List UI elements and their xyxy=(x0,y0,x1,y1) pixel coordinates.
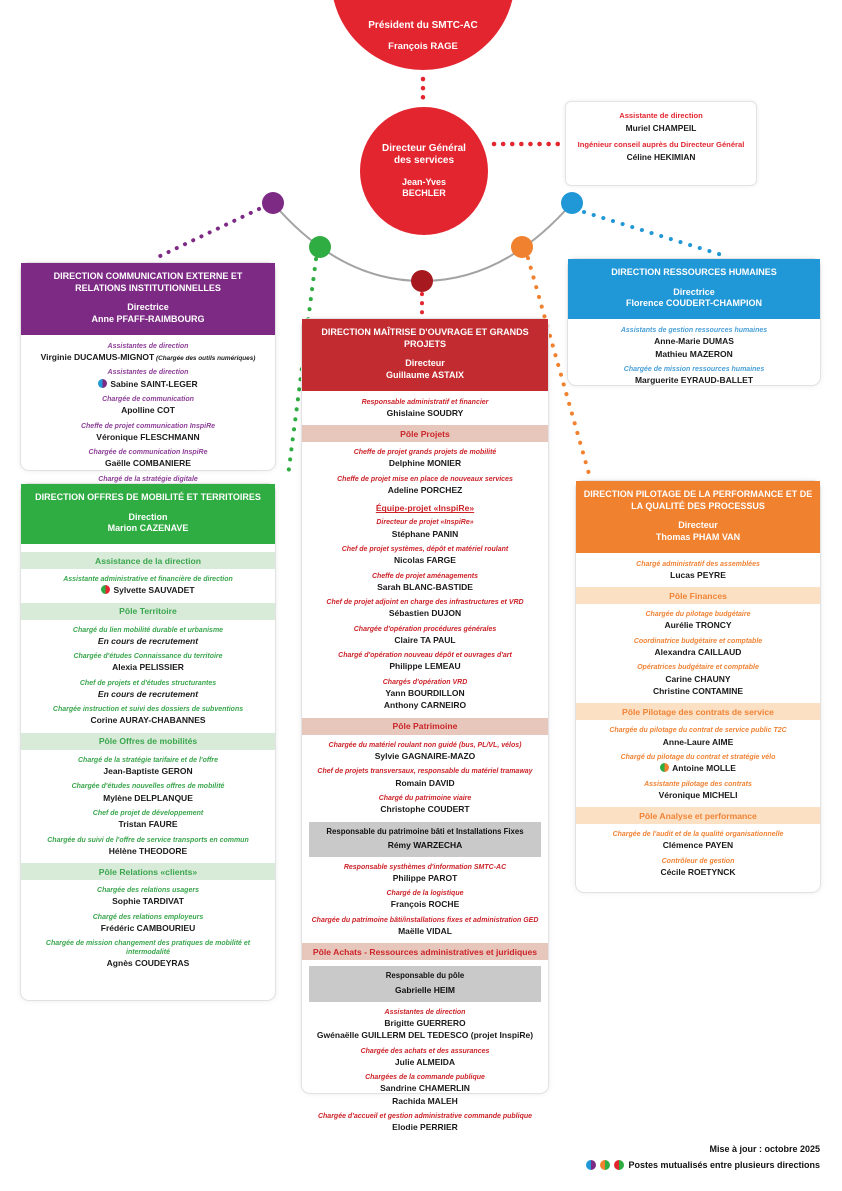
person-name: En cours de recrutement xyxy=(97,688,199,699)
role-label: Chargé du lien mobilité durable et urbanisme xyxy=(72,626,224,634)
role-label: Chargées de la commande publique xyxy=(365,1074,485,1082)
arc-dot-ouvrage xyxy=(411,270,433,292)
role-label: Cheffe de projet aménagements xyxy=(371,572,479,580)
staff-entry xyxy=(26,626,270,648)
staff-entry xyxy=(26,836,270,858)
direction-box-ouvrage xyxy=(301,318,549,1133)
role-label: Assistants de gestion ressources humaines xyxy=(620,327,768,335)
staff-entry xyxy=(307,889,543,911)
staff-entry xyxy=(307,448,543,470)
person-name: Philippe PAROT xyxy=(392,872,458,883)
person-name: Gwénaëlle GUILLERM DEL TEDESCO (projet InspiRe) xyxy=(316,1030,534,1041)
person-name: Tristan FAURE xyxy=(118,819,178,830)
pole-band: Pôle Analyse et performance xyxy=(576,807,820,824)
person-name: Véronique FLESCHMANN xyxy=(96,431,200,442)
role-label: Assistante de direction xyxy=(619,111,703,120)
role-label: Assistantes de direction xyxy=(107,342,189,350)
role-label: Assistante administrative et financière de direction xyxy=(63,576,233,584)
person-name: Rémy WARZECHA xyxy=(387,839,463,850)
direction-body xyxy=(21,544,275,979)
responsable-block xyxy=(309,822,541,857)
person-name: Delphine MONIER xyxy=(388,458,462,469)
role-label: Chargée d'accueil et gestion administrative commande publique xyxy=(317,1113,533,1121)
person-name: Sylvette SAUVADET xyxy=(26,585,270,596)
pole-band: Pôle Relations «clients» xyxy=(21,863,275,880)
person-name: Anne-Laure AIME xyxy=(662,736,734,747)
director-name: Thomas PHAM VAN xyxy=(655,532,741,543)
shared-post-dot xyxy=(586,1160,596,1170)
role-label: Chargée du patrimoine bâti/installations fixes et administration GED xyxy=(311,916,539,924)
role-label: Chargée des relations usagers xyxy=(97,887,199,895)
role-label: Responsable administratif et financier xyxy=(361,398,489,406)
direction-box-rh xyxy=(567,258,821,386)
person-name: Alexia PELISSIER xyxy=(112,662,184,673)
person-name: Julie ALMEIDA xyxy=(394,1056,456,1067)
shared-post-dot xyxy=(98,379,107,388)
role-label: Chargée d'opération procédures générales xyxy=(353,625,497,633)
director-role-label: Directrice xyxy=(673,286,715,297)
dg-side-box xyxy=(565,101,757,186)
staff-entry xyxy=(581,780,815,802)
person-name: En cours de recrutement xyxy=(97,635,199,646)
staff-entry xyxy=(581,610,815,632)
staff-entry xyxy=(26,939,270,970)
staff-entry xyxy=(26,886,270,908)
role-label: Cheffe de projet communication InspiRe xyxy=(80,422,216,430)
person-name: Sarah BLANC-BASTIDE xyxy=(377,581,473,592)
staff-entry xyxy=(307,545,543,567)
person-name: Jean-Baptiste GERON xyxy=(103,765,193,776)
pole-band: Pôle Projets xyxy=(302,425,548,442)
staff-entry xyxy=(307,678,543,712)
person-name: Nicolas FARGE xyxy=(394,555,456,566)
arc-dot-pilotage xyxy=(511,236,533,258)
arc-dot-communication xyxy=(262,192,284,214)
role-label: Chargée du pilotage du contrat de service public T2C xyxy=(609,727,787,735)
staff-entry xyxy=(307,863,543,885)
dg-name: Jean-Yves BECHLER xyxy=(401,176,447,198)
arc-dot-mobilite xyxy=(309,236,331,258)
person-name: Gaëlle COMBANIERE xyxy=(105,458,191,469)
staff-entry xyxy=(307,916,543,938)
person-name: Sandrine CHAMERLIN xyxy=(380,1083,470,1094)
role-label: Chargée du suivi de l'offre de service transports en commun xyxy=(47,836,249,844)
direction-body xyxy=(21,335,275,506)
staff-entry xyxy=(26,782,270,804)
person-name: Clémence PAYEN xyxy=(662,840,734,851)
person-name: Brigitte GUERRERO xyxy=(384,1017,466,1028)
role-label: Chef de projets et d'études structurantes xyxy=(79,679,217,687)
direction-body xyxy=(302,391,548,1143)
direction-header xyxy=(576,481,820,553)
dotted-link-communication xyxy=(158,209,259,257)
shared-post-dot xyxy=(614,1160,624,1170)
person-name: Antoine MOLLE xyxy=(581,763,815,774)
person-name: Elodie PERRIER xyxy=(392,1122,458,1133)
update-note: Mise à jour : octobre 2025 xyxy=(709,1144,820,1154)
role-label: Chargée instruction et suivi des dossiers de subventions xyxy=(52,706,244,714)
staff-entry xyxy=(581,637,815,659)
person-name: Claire TA PAUL xyxy=(394,634,456,645)
staff-entry xyxy=(26,342,270,364)
person-name: Frédéric CAMBOURIEU xyxy=(100,922,196,933)
staff-entry xyxy=(26,913,270,935)
staff-entry xyxy=(26,422,270,444)
role-label: Chargée de communication InspiRe xyxy=(88,449,208,457)
staff-entry xyxy=(26,395,270,417)
role-label: Chargée du pilotage budgétaire xyxy=(645,611,751,619)
person-name: Carine CHAUNY xyxy=(665,673,731,684)
person-name: Philippe LEMEAU xyxy=(389,661,461,672)
director-role-label: Direction xyxy=(128,511,168,522)
director-name: Anne PFAFF-RAIMBOURG xyxy=(91,314,205,325)
staff-entry xyxy=(581,726,815,748)
staff-entry xyxy=(26,756,270,778)
shared-posts-legend xyxy=(586,1160,820,1170)
role-label: Cheffe de projet grands projets de mobilité xyxy=(353,449,497,457)
president-title: Président du SMTC-AC xyxy=(368,19,478,31)
direction-header xyxy=(21,484,275,544)
pole-band: Pôle Achats - Ressources administratives et juridiques xyxy=(302,943,548,960)
direction-box-pilotage xyxy=(575,480,821,893)
role-label: Chef de projet systèmes, dépôt et matériel roulant xyxy=(341,546,509,553)
role-label: Responsable systhèmes d'information SMTC-AC xyxy=(343,863,507,871)
role-label: Assistantes de direction xyxy=(384,1008,466,1016)
legend-dots xyxy=(586,1160,624,1170)
role-label: Contrôleur de gestion xyxy=(661,857,735,865)
responsable-block xyxy=(309,966,541,1001)
direction-body xyxy=(568,319,820,396)
direction-body xyxy=(576,553,820,888)
person-name: Yann BOURDILLON xyxy=(385,687,465,698)
staff-entry xyxy=(581,753,815,775)
person-name: Céline HEKIMIAN xyxy=(626,152,696,163)
role-label: Chargée de communication xyxy=(102,396,194,404)
role-label: Responsable du patrimoine bâti et Installations Fixes xyxy=(326,826,524,836)
legend-label: Postes mutualisés entre plusieurs directions xyxy=(628,1160,820,1170)
person-name: Muriel CHAMPEIL xyxy=(625,123,697,134)
role-label: Chargé administratif des assemblées xyxy=(636,560,760,568)
director-role-label: Directeur xyxy=(405,358,445,369)
role-label: Opératrices budgétaire et comptable xyxy=(637,664,759,672)
person-name: Rachida MALEH xyxy=(392,1095,458,1106)
direction-title: DIRECTION RESSOURCES HUMAINES xyxy=(611,267,777,277)
director-name: Guillaume ASTAIX xyxy=(385,370,464,381)
role-label: Ingénieur conseil auprès du Directeur Général xyxy=(577,140,745,150)
direction-box-communication xyxy=(20,262,276,483)
role-label: Chargée de l'audit et de la qualité organisationnelle xyxy=(612,831,784,839)
person-name: Hélène THEODORE xyxy=(108,845,188,856)
pole-band: Pôle Finances xyxy=(576,587,820,604)
staff-entry xyxy=(581,663,815,697)
staff-entry xyxy=(307,1008,543,1042)
role-label: Assistantes de direction xyxy=(107,369,189,377)
person-name: Anne-Marie DUMAS xyxy=(654,336,734,347)
team-subtitle: Équipe-projet «InspiRe» xyxy=(375,503,475,514)
person-name: Adeline PORCHEZ xyxy=(387,484,463,495)
staff-entry xyxy=(26,809,270,831)
pole-band: Pôle Pilotage des contrats de service xyxy=(576,703,820,720)
person-name: Corine AURAY-CHABANNES xyxy=(90,715,206,726)
staff-entry xyxy=(307,1112,543,1134)
role-label: Chargée des achats et des assurances xyxy=(360,1047,490,1055)
staff-entry xyxy=(307,572,543,594)
staff-entry xyxy=(26,448,270,470)
role-label: Chargée du matériel roulant non guidé (bus, PL/VL, vélos) xyxy=(328,741,522,749)
person-name: Sébastien DUJON xyxy=(388,608,462,619)
staff-entry xyxy=(307,741,543,763)
staff-entry xyxy=(573,365,815,387)
direction-header xyxy=(568,259,820,319)
person-name: Mathieu MAZERON xyxy=(655,348,733,359)
direction-box-mobilite xyxy=(20,483,276,1001)
staff-entry xyxy=(307,1047,543,1069)
staff-entry xyxy=(307,794,543,816)
staff-entry xyxy=(307,398,543,420)
person-name: Marguerite EYRAUD-BALLET xyxy=(634,375,754,386)
role-label: Chef de projets transversaux, responsable du matériel tramaway xyxy=(317,768,533,776)
person-name: Ghislaine SOUDRY xyxy=(386,407,464,418)
arc-dot-rh xyxy=(561,192,583,214)
dotted-link-rh xyxy=(584,212,722,255)
person-name: Lucas PEYRE xyxy=(670,569,726,580)
role-label: Chef de projet adjoint en charge des infrastructures et VRD xyxy=(326,599,524,607)
direction-title: DIRECTION OFFRES DE MOBILITÉ ET TERRITOIRES xyxy=(35,492,261,502)
role-label: Chargé du patrimoine viaire xyxy=(378,794,472,802)
role-label: Chargée d'études nouvelles offres de mobilité xyxy=(71,783,225,791)
shared-post-dot xyxy=(101,585,110,594)
role-note: (Chargée des outils numériques) xyxy=(154,354,256,362)
dg-title: Directeur Général des services xyxy=(382,142,466,167)
person-name: Virginie DUCAMUS-MIGNOT (Chargée des outils numériques) xyxy=(40,351,256,362)
staff-entry xyxy=(581,560,815,582)
staff-entry xyxy=(26,368,270,390)
shared-post-dot xyxy=(660,763,669,772)
staff-entry xyxy=(573,326,815,360)
direction-header xyxy=(302,319,548,391)
role-label: Directeur de projet «InspiRe» xyxy=(376,519,474,527)
staff-entry xyxy=(581,857,815,879)
person-name: Véronique MICHELI xyxy=(658,789,738,800)
direction-title: DIRECTION COMMUNICATION EXTERNE ET RELATIONS INSTITUTIONNELLES xyxy=(53,271,243,293)
person-name: Sabine SAINT-LEGER xyxy=(26,379,270,390)
person-name: Alexandra CAILLAUD xyxy=(654,646,742,657)
pole-band: Assistance de la direction xyxy=(21,552,275,569)
dg-circle xyxy=(360,107,488,235)
person-name: Mylène DELPLANQUE xyxy=(103,792,193,803)
staff-entry xyxy=(26,679,270,701)
shared-post-dot xyxy=(600,1160,610,1170)
person-name: Maëlle VIDAL xyxy=(398,925,452,936)
person-name: Apolline COT xyxy=(121,405,175,416)
staff-entry xyxy=(307,1073,543,1107)
staff-entry xyxy=(26,652,270,674)
staff-entry xyxy=(307,625,543,647)
role-label: Chargée d'études Connaissance du territoire xyxy=(73,653,223,661)
role-label: Chargé des relations employeurs xyxy=(92,913,204,921)
role-label: Chargé de la stratégie digitale xyxy=(98,475,198,483)
person-name: Anthony CARNEIRO xyxy=(383,700,467,711)
role-label: Chargés d'opération VRD xyxy=(382,678,468,686)
staff-entry xyxy=(26,575,270,597)
staff-entry xyxy=(307,598,543,620)
director-role-label: Directrice xyxy=(127,302,169,313)
role-label: Chargé d'opération nouveau dépôt et ouvrages d'art xyxy=(338,652,512,660)
person-name: Christophe COUDERT xyxy=(380,804,470,815)
person-name: Christine CONTAMINE xyxy=(652,686,744,696)
direction-title: DIRECTION MAÎTRISE D'OUVRAGE ET GRANDS PROJETS xyxy=(321,327,529,349)
role-label: Chargé du pilotage du contrat et stratégie vélo xyxy=(620,754,776,762)
staff-entry xyxy=(307,518,543,540)
role-label: Chargée de mission changement des pratiques de mobilité et intermodalité xyxy=(45,940,251,957)
role-label: Cheffe de projet mise en place de nouveaux services xyxy=(337,475,513,483)
staff-entry xyxy=(581,830,815,852)
person-name: Stéphane PANIN xyxy=(391,528,459,539)
person-name: Sophie TARDIVAT xyxy=(112,896,184,907)
role-label: Chargée de mission ressources humaines xyxy=(623,366,765,374)
staff-entry xyxy=(307,767,543,789)
director-name: Florence COUDERT-CHAMPION xyxy=(625,298,762,309)
person-name: Sylvie GAGNAIRE-MAZO xyxy=(374,750,476,761)
staff-entry xyxy=(307,475,543,497)
pole-band: Pôle Territoire xyxy=(21,603,275,620)
role-label: Chef de projet de développement xyxy=(92,810,204,817)
role-label: Chargé de la logistique xyxy=(386,890,464,898)
pole-band: Pôle Offres de mobilités xyxy=(21,733,275,750)
pole-band: Pôle Patrimoine xyxy=(302,718,548,735)
director-name: Marion CAZENAVE xyxy=(107,523,189,534)
person-name: Aurélie TRONCY xyxy=(664,620,732,631)
direction-header xyxy=(21,263,275,335)
director-role-label: Directeur xyxy=(678,520,718,531)
person-name: Cécile ROETYNCK xyxy=(660,866,736,877)
role-label: Assistante pilotage des contrats xyxy=(644,780,752,788)
person-name: Gabrielle HEIM xyxy=(395,984,455,995)
role-label: Coordinatrice budgétaire et comptable xyxy=(633,637,763,645)
role-label: Chargé de la stratégie tarifaire et de l'offre xyxy=(77,756,219,764)
person-name: Romain DAVID xyxy=(395,777,455,788)
person-name: François ROCHE xyxy=(390,899,460,910)
direction-title: DIRECTION PILOTAGE DE LA PERFORMANCE ET DE LA QUALITÉ DES PROCESSUS xyxy=(583,489,813,511)
staff-entry xyxy=(26,705,270,727)
person-name: Agnès COUDEYRAS xyxy=(106,958,190,969)
president-name: François RAGE xyxy=(388,41,458,53)
role-label: Responsable du pôle xyxy=(385,971,465,981)
staff-entry xyxy=(307,651,543,673)
